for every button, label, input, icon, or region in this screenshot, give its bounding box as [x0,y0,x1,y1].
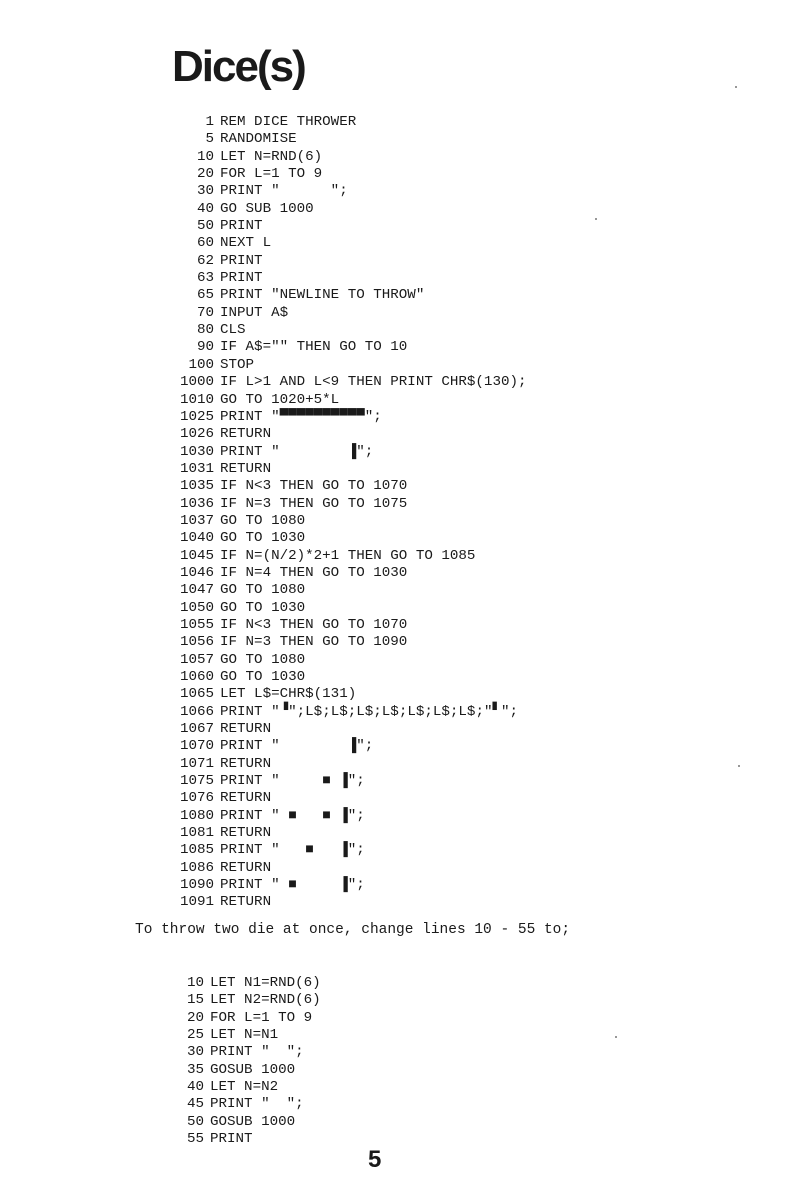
code-line [166,444,527,461]
line-number: 1076 [179,790,214,807]
line-number: 90 [196,339,214,356]
code-line [166,461,527,478]
code-line [166,149,527,166]
code-line [166,496,527,513]
line-number: 60 [196,235,214,252]
code-line [166,183,527,200]
code-text: CLS [220,322,246,339]
code-text: PRINT [220,218,263,235]
code-line [166,253,527,270]
code-line [166,548,527,565]
code-line [166,894,527,911]
code-line [166,305,527,322]
line-number: 1050 [179,599,214,616]
code-line [166,773,527,790]
code-text: RETURN [220,755,272,772]
code-line [158,1062,321,1079]
code-line [166,617,527,634]
line-number: 1060 [179,669,214,685]
line-number: 15 [186,992,204,1009]
line-number: 1037 [179,512,214,529]
code-text: IF N=3 THEN GO TO 1075 [220,495,408,512]
line-number: 1025 [179,408,214,425]
line-number: 1047 [179,582,214,599]
code-text: GO TO 1020+5*L [220,391,340,408]
code-text: PRINT " "; [210,1096,304,1113]
code-text: IF N=3 THEN GO TO 1090 [220,634,408,651]
line-number: 1045 [179,547,214,564]
line-number: 1091 [179,894,214,911]
code-text: GO TO 1080 [220,582,306,599]
scan-speck [615,1036,617,1038]
page-number: 5 [368,1146,382,1173]
code-line [166,374,527,391]
line-number: 1031 [179,460,214,477]
code-text: NEXT L [220,235,272,252]
code-text: GO TO 1030 [220,599,306,616]
line-number: 1070 [179,738,214,755]
code-line [158,992,321,1009]
line-number: 100 [188,356,214,373]
code-line [166,738,527,755]
code-text: IF N<3 THEN GO TO 1070 [220,616,408,633]
code-line [166,600,527,617]
code-line [166,808,527,825]
code-text: PRINT [210,1131,253,1148]
code-text: PRINT "NEWLINE TO THROW" [220,287,425,304]
code-line [166,478,527,495]
code-line [158,975,321,992]
line-number: 1046 [179,564,214,581]
code-text: RETURN [220,894,272,911]
code-text: IF N=4 THEN GO TO 1030 [220,564,408,581]
line-number: 30 [196,183,214,200]
code-line [166,322,527,339]
line-number: 10 [196,148,214,165]
code-line [158,1114,321,1131]
code-line [166,860,527,877]
code-line [166,114,527,131]
code-text: RETURN [220,426,272,443]
code-line [166,686,527,703]
code-text: LET L$=CHR$(131) [220,686,357,703]
line-number: 35 [186,1061,204,1078]
line-number: 1026 [179,426,214,443]
line-number: 1086 [179,859,214,876]
line-number: 80 [196,322,214,339]
code-text: GO TO 1030 [220,530,306,547]
code-text: PRINT " "; [210,1044,304,1061]
code-line [166,513,527,530]
code-line [166,339,527,356]
code-text: GO SUB 1000 [220,200,314,217]
line-number: 55 [186,1131,204,1148]
line-number: 50 [186,1113,204,1130]
line-number: 1085 [179,842,214,859]
code-text: PRINT " ▐"; [220,443,374,460]
code-line [158,1027,321,1044]
code-text: GO TO 1030 [220,669,306,685]
code-line [166,704,527,721]
scan-speck [738,765,740,767]
line-number: 1055 [179,616,214,633]
code-text: FOR L=1 TO 9 [210,1009,313,1026]
code-text: IF N=(N/2)*2+1 THEN GO TO 1085 [220,547,476,564]
line-number: 25 [186,1027,204,1044]
code-line [166,166,527,183]
line-number: 1030 [179,443,214,460]
line-number: 1090 [179,877,214,894]
code-line [166,565,527,582]
line-number: 1065 [179,686,214,703]
line-number: 45 [186,1096,204,1113]
line-number: 40 [196,200,214,217]
code-text: PRINT "▀▀▀▀▀▀▀▀▀▀"; [220,408,382,425]
code-text: FOR L=1 TO 9 [220,166,323,183]
code-text: GO TO 1080 [220,512,306,529]
line-number: 1071 [179,755,214,772]
code-line [166,530,527,547]
line-number: 62 [196,252,214,269]
code-text: PRINT " "; [220,183,348,200]
code-text: PRINT " ■ ▐"; [220,842,365,859]
code-line [166,409,527,426]
code-text: LET N1=RND(6) [210,975,321,991]
line-number: 30 [186,1044,204,1061]
code-text: PRINT " ■ ▐"; [220,773,365,790]
line-number: 40 [186,1079,204,1096]
page-title: Dice(s) [172,42,305,91]
line-number: 1067 [179,721,214,738]
line-number: 1081 [179,825,214,842]
code-text: PRINT [220,270,263,287]
code-line [166,235,527,252]
code-text: REM DICE THROWER [220,114,357,130]
code-line [166,201,527,218]
code-line [166,270,527,287]
code-line [166,392,527,409]
line-number: 1056 [179,634,214,651]
code-line [166,426,527,443]
line-number: 20 [196,166,214,183]
line-number: 1000 [179,374,214,391]
code-text: GO TO 1080 [220,651,306,668]
code-text: GOSUB 1000 [210,1113,296,1130]
code-text: LET N=RND(6) [220,148,323,165]
code-text: PRINT " ■ ▐"; [220,877,365,894]
code-text: PRINT " ■ ■ ▐"; [220,807,365,824]
code-text: RETURN [220,721,272,738]
code-text: INPUT A$ [220,304,289,321]
code-line [166,721,527,738]
line-number: 1080 [179,807,214,824]
code-line [166,842,527,859]
code-line [158,1079,321,1096]
code-text: GOSUB 1000 [210,1061,296,1078]
scan-speck [595,218,597,220]
line-number: 10 [186,975,204,991]
code-text: IF L>1 AND L<9 THEN PRINT CHR$(130); [220,374,527,391]
program-listing [166,114,527,912]
code-line [166,218,527,235]
two-dice-note: To throw two die at once, change lines 10 - 55 to; [135,922,571,938]
code-text: LET N=N2 [210,1079,279,1096]
code-text: IF A$="" THEN GO TO 10 [220,339,408,356]
two-dice-listing [158,975,321,1148]
line-number: 20 [186,1009,204,1026]
line-number: 1 [205,114,214,130]
code-line [166,652,527,669]
line-number: 70 [196,304,214,321]
line-number: 1040 [179,530,214,547]
code-line [158,1096,321,1113]
code-line [166,790,527,807]
code-text: IF N<3 THEN GO TO 1070 [220,478,408,495]
code-text: RETURN [220,825,272,842]
line-number: 1010 [179,391,214,408]
line-number: 1057 [179,651,214,668]
line-number: 1035 [179,478,214,495]
line-number: 1075 [179,773,214,790]
line-number: 63 [196,270,214,287]
line-number: 65 [196,287,214,304]
code-line [166,634,527,651]
code-text: RETURN [220,460,272,477]
code-text: PRINT "▝";L$;L$;L$;L$;L$;L$;L$;"▘"; [220,703,519,720]
code-line [166,582,527,599]
code-line [166,357,527,374]
code-text: RETURN [220,790,272,807]
code-line [158,1010,321,1027]
scan-speck [735,86,737,88]
code-line [166,669,527,686]
code-text: LET N2=RND(6) [210,992,321,1009]
code-text: RETURN [220,859,272,876]
code-line [166,131,527,148]
code-text: RANDOMISE [220,131,297,148]
code-line [166,877,527,894]
code-text: STOP [220,356,255,373]
code-line [158,1131,321,1148]
code-text: PRINT " ▐"; [220,738,374,755]
code-line [166,287,527,304]
line-number: 5 [205,131,214,148]
line-number: 1066 [179,703,214,720]
code-text: LET N=N1 [210,1027,279,1044]
code-line [166,825,527,842]
line-number: 50 [196,218,214,235]
code-line [166,756,527,773]
code-line [158,1044,321,1061]
code-text: PRINT [220,252,263,269]
line-number: 1036 [179,495,214,512]
